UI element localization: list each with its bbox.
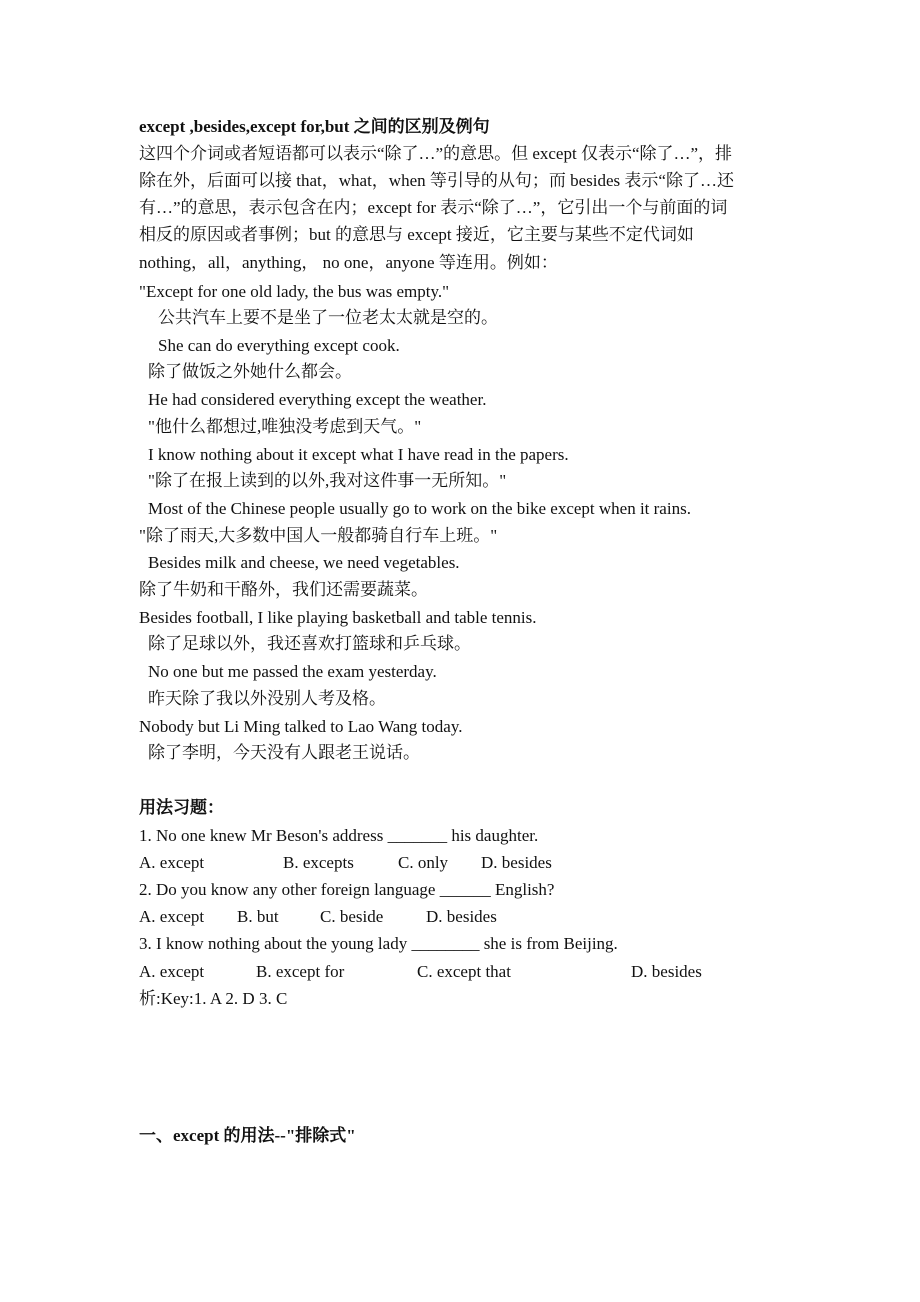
question-option: B. but — [237, 907, 279, 926]
question-option: D. besides — [426, 907, 497, 926]
example-english: I know nothing about it except what I have read in the papers. — [148, 445, 569, 464]
question-option: D. besides — [631, 962, 702, 981]
question-option: C. only — [398, 853, 449, 872]
exercise-heading: 用法习题： — [139, 798, 224, 817]
question-option: A. except — [139, 853, 205, 872]
question-option: D. besides — [481, 853, 552, 872]
question-option: A. except — [139, 962, 205, 981]
question-text: 3. I know nothing about the young lady ________ she is from Beijing. — [139, 934, 618, 953]
answer-key: 析:Key:1. A 2. D 3. C — [139, 989, 288, 1008]
question-option: B. excepts — [283, 853, 354, 872]
example-english: Most of the Chinese people usually go to work on the bike except when it rains. — [148, 499, 691, 518]
question-option: C. except that — [417, 962, 511, 981]
example-english: "Except for one old lady, the bus was empty." — [139, 282, 450, 301]
example-chinese: 除了足球以外，我还喜欢打篮球和乒乓球。 — [148, 634, 471, 653]
intro-line: 这四个介词或者短语都可以表示“除了…”的意思。但 except 仅表示“除了…”，排 — [139, 144, 733, 163]
intro-line: 有…”的意思，表示包含在内；except for 表示“除了…”，它引出一个与前面的词 — [139, 198, 728, 217]
intro-line: 除在外，后面可以接 that，what，when 等引导的从句；而 besides 表示“除了…还 — [139, 171, 734, 190]
example-english: Nobody but Li Ming talked to Lao Wang today. — [139, 717, 463, 736]
example-chinese: 除了牛奶和干酪外，我们还需要蔬菜。 — [139, 580, 428, 599]
example-english: No one but me passed the exam yesterday. — [148, 662, 437, 681]
example-chinese: "他什么都想过,唯独没考虑到天气。" — [148, 417, 422, 436]
example-chinese: "除了雨天,大多数中国人一般都骑自行车上班。" — [139, 526, 498, 545]
example-english: Besides football, I like playing basketball and table tennis. — [139, 608, 537, 627]
example-chinese: 昨天除了我以外没别人考及格。 — [148, 689, 386, 708]
example-chinese: 除了李明，今天没有人跟老王说话。 — [148, 743, 420, 762]
document-title: except ,besides,except for,but 之间的区别及例句 — [139, 117, 490, 136]
example-english: She can do everything except cook. — [158, 336, 400, 355]
question-text: 2. Do you know any other foreign language ______ English? — [139, 880, 555, 899]
example-chinese: 公共汽车上要不是坐了一位老太太就是空的。 — [158, 308, 498, 327]
question-text: 1. No one knew Mr Beson's address _______ his daughter. — [139, 826, 539, 845]
section-heading: 一、except 的用法--"排除式" — [139, 1126, 356, 1145]
question-option: B. except for — [256, 962, 345, 981]
example-chinese: "除了在报上读到的以外,我对这件事一无所知。" — [148, 471, 507, 490]
intro-line: 相反的原因或者事例；but 的意思与 except 接近，它主要与某些不定代词如 — [139, 225, 694, 244]
example-english: He had considered everything except the weather. — [148, 390, 487, 409]
question-option: C. beside — [320, 907, 384, 926]
example-chinese: 除了做饭之外她什么都会。 — [148, 362, 352, 381]
intro-line: nothing，all，anything， no one，anyone 等连用。例如： — [139, 253, 558, 272]
example-english: Besides milk and cheese, we need vegetables. — [148, 553, 460, 572]
question-option: A. except — [139, 907, 205, 926]
